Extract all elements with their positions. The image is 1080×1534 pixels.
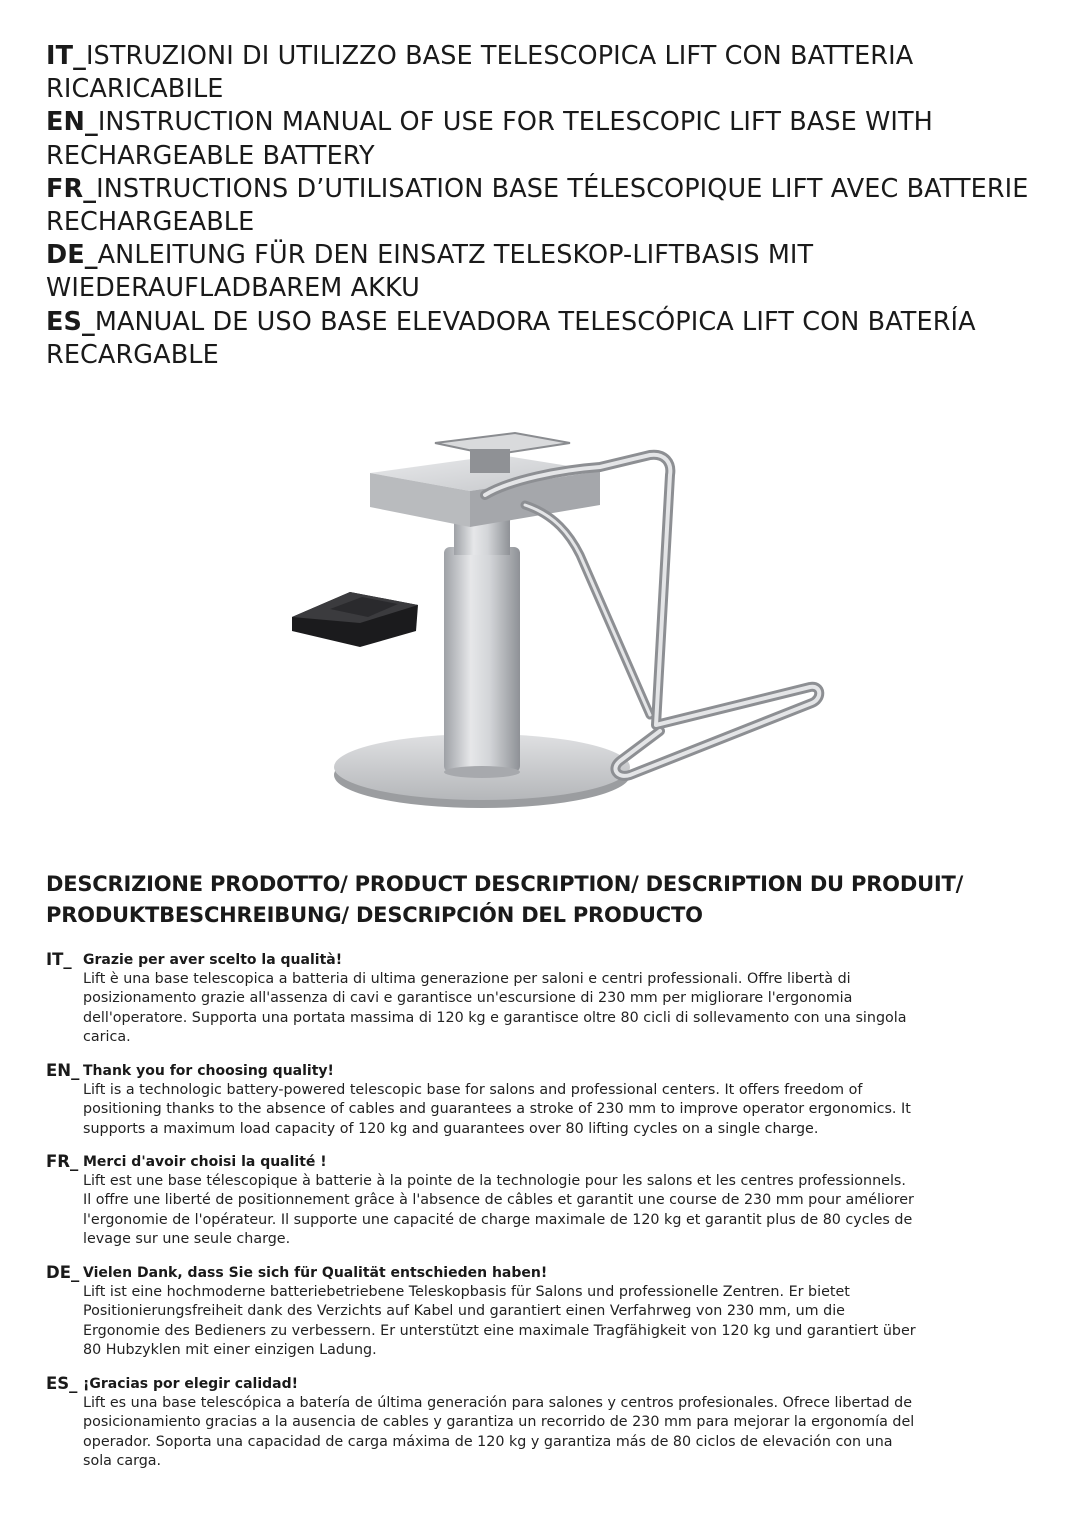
title-it-line1: IT_ISTRUZIONI DI UTILIZZO BASE TELESCOPICA LIFT CON BATTERIA <box>46 41 914 71</box>
description-line: carica. <box>83 1028 131 1045</box>
title-fr-line1: FR_INSTRUCTIONS D’UTILISATION BASE TÉLESCOPIQUE LIFT AVEC BATTERIE <box>46 173 1029 204</box>
title-fr-line2: RECHARGEABLE <box>46 207 255 238</box>
description-line: Il offre une liberté de positionnement grâce à l'absence de câbles et garantit une course de 230 mm pour améliorer <box>83 1192 914 1209</box>
product-image-lift-base <box>270 395 850 850</box>
language-code: FR_ <box>46 1152 79 1171</box>
section-title-line1: DESCRIZIONE PRODOTTO/ PRODUCT DESCRIPTION/ DESCRIPTION DU PRODUIT/ <box>46 872 964 896</box>
title-en-line2: RECHARGEABLE BATTERY <box>46 140 375 171</box>
document-title-block <box>46 40 1046 372</box>
description-line: Ergonomie des Bedieners zu verbessern. Er unterstützt eine maximale Tragfähigkeit von 120 kg und garantiert über <box>83 1322 916 1339</box>
description-line: 80 Hubzyklen mit einer einzigen Ladung. <box>83 1341 377 1358</box>
description-heading: Grazie per aver scelto la qualità! <box>83 952 343 968</box>
description-line: posicionamiento gracias a la ausencia de cables y garantiza un recorrido de 230 mm para mejorar la ergonomía del <box>83 1414 915 1431</box>
description-line: sola carga. <box>83 1452 162 1469</box>
description-line: posizionamento grazie all'assenza di cavi e garantisce un'escursione di 230 mm per migliorare l'ergonomia <box>83 990 853 1007</box>
description-line: Lift est une base télescopique à batterie à la pointe de la technologie pour les salons et les centres professionnels. <box>83 1173 906 1189</box>
description-line: Lift è una base telescopica a batteria di ultima generazione per saloni e centri professionali. Offre libertà di <box>83 971 851 987</box>
description-line: l'ergonomie de l'opérateur. Il supporte une capacité de charge maximale de 120 kg et garantit plus de 80 cycles de <box>83 1211 913 1228</box>
description-line: operador. Soporta una capacidad de carga máxima de 120 kg y garantiza más de 80 ciclos de elevación con una <box>83 1433 893 1450</box>
title-en-line1: EN_INSTRUCTION MANUAL OF USE FOR TELESCOPIC LIFT BASE WITH <box>46 107 933 138</box>
description-line: levage sur une seule charge. <box>83 1230 291 1247</box>
language-code: EN_ <box>46 1061 80 1080</box>
title-de-line2: WIEDERAUFLADBAREM AKKU <box>46 273 420 304</box>
language-code: IT_ <box>46 950 72 969</box>
lower-column <box>444 547 520 772</box>
section-title-line2: PRODUKTBESCHREIBUNG/ DESCRIPCIÓN DEL PRODUCTO <box>46 903 703 927</box>
language-code: DE_ <box>46 1263 80 1282</box>
description-heading: Thank you for choosing quality! <box>83 1063 334 1079</box>
description-line: Lift es una base telescópica a batería de última generación para salones y centros profesionales. Ofrece libertad de <box>83 1395 913 1411</box>
title-de-line1: DE_ANLEITUNG FÜR DEN EINSATZ TELESKOP-LIFTBASIS MIT <box>46 240 814 271</box>
description-line: supports a maximum load capacity of 120 kg and guarantees over 80 lifting cycles on a single charge. <box>83 1120 819 1137</box>
lift-base-illustration <box>270 395 850 850</box>
description-heading: Merci d'avoir choisi la qualité ! <box>83 1154 327 1170</box>
title-it-line2: RICARICABILE <box>46 74 224 105</box>
description-heading: Vielen Dank, dass Sie sich für Qualität entschieden haben! <box>83 1265 548 1281</box>
title-es-line2: RECARGABLE <box>46 339 219 370</box>
product-description-heading <box>46 869 1046 931</box>
description-line: Lift ist eine hochmoderne batteriebetriebene Teleskopbasis für Salons und professionelle Zentren. Er bietet <box>83 1284 850 1300</box>
description-line: positioning thanks to the absence of cables and guarantees a stroke of 230 mm to improve operator ergonomics. It <box>83 1101 911 1118</box>
description-line: Positionierungsfreiheit dank des Verzichts auf Kabel und garantiert einen Verfahrweg von 230 mm, um die <box>83 1303 845 1320</box>
description-line: Lift is a technologic battery-powered telescopic base for salons and professional centers. It offers freedom of <box>83 1082 863 1098</box>
title-es-line1: ES_MANUAL DE USO BASE ELEVADORA TELESCÓPICA LIFT CON BATERÍA <box>46 306 976 337</box>
language-code: ES_ <box>46 1374 78 1393</box>
description-heading: ¡Gracias por elegir calidad! <box>83 1376 299 1392</box>
description-line: dell'operatore. Supporta una portata massima di 120 kg e garantisce oltre 80 cicli di sollevamento con una singola <box>83 1009 907 1026</box>
